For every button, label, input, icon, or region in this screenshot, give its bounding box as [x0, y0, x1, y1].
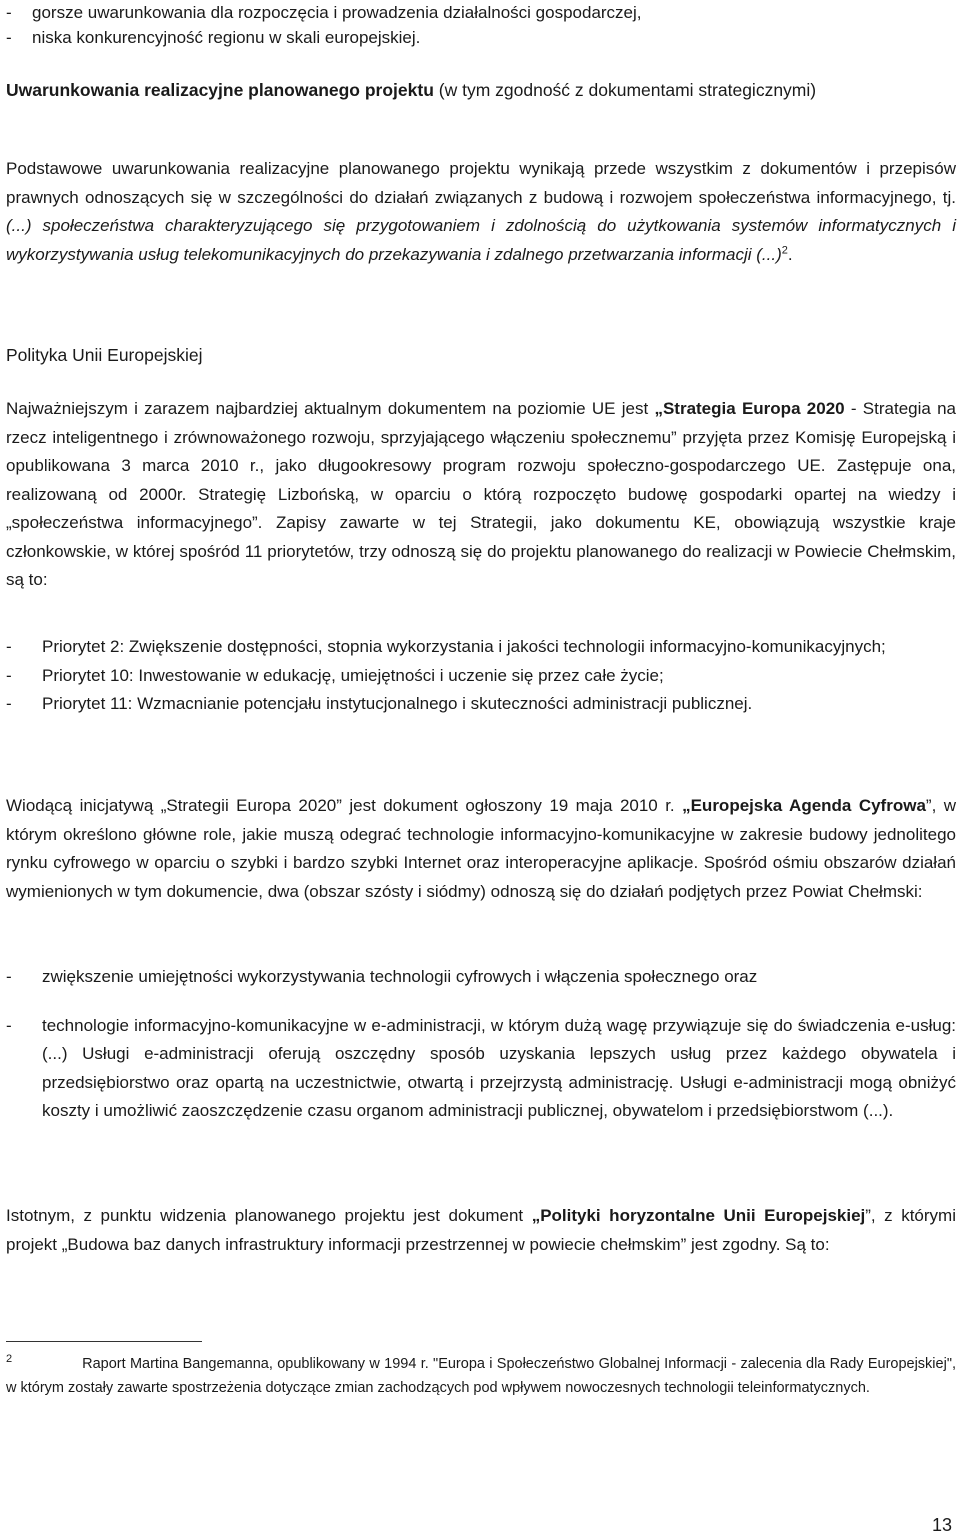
list-item: - Priorytet 2: Zwiększenie dostępności, stopnia wykorzystania i jakości technologii informacyjno-komunikacyjnych; — [6, 637, 886, 656]
page-number: 13 — [931, 1515, 952, 1535]
paragraph: Istotnym, z punktu widzenia planowanego projektu jest dokument „Polityki horyzontalne Unii Europejskiej”, z którymi projekt „Budowa baz danych infrastruktury informacji przestrzennej w powiecie chełmskim” jest zgodny. Są to: — [6, 1206, 956, 1254]
paragraph: Wiodącą inicjatywą „Strategii Europa 2020” jest dokument ogłoszony 19 maja 2010 r. „Europejska Agenda Cyfrowa”, w którym określono główne role, jakie muszą odegrać technologie informacyjno-komunikacyjne w zakresie budowy jednolitego rynku cyfrowego w oparciu o szybki i bardzo szybki Internet oraz interoperacyjne aplikacje. Spośród ośmiu obszarów działań wymienionych w tym dokumencie, dwa (obszar szósty i siódmy) odnoszą się do działań podjętych przez Powiat Chełmski: — [6, 796, 957, 901]
list-item: - gorsze uwarunkowania dla rozpoczęcia i prowadzenia działalności gospodarczej, — [6, 3, 642, 22]
list-item: - zwiększenie umiejętności wykorzystywania technologii cyfrowych i włączenia społecznego oraz — [6, 967, 758, 986]
list-item: - technologie informacyjno-komunikacyjne w e-administracji, w którym dużą wagę przywiązuje się do świadczenia e-usług: (...) Usługi e-administracji oferują oszczędny sposób uzyskania lepszych usług przez każdego obywatela i przedsiębiorstwo oraz opartą na uczestnictwie, otwartą i przejrzystą administrację. Usługi e-administracji mogą obniżyć koszty i umożliwić zaoszczędzenie czasu organom administracji publicznej, obywatelom i przedsiębiorstwom (...). — [6, 1015, 956, 1120]
section-heading: Uwarunkowania realizacyjne planowanego projektu (w tym zgodność z dokumentami strategicznymi) — [6, 80, 817, 100]
footnote-text: Raport Martina Bangemanna, opublikowany w 1994 r. "Europa i Społeczeństwo Globalnej Informacji - zalecenia dla Rady Europejskiej", w którym zostały zawarte spostrzeżenia dotyczące zmian zachodzących pod wpływem nowoczesnych technologii teleinformatycznych. — [6, 1356, 956, 1396]
paragraph: Podstawowe uwarunkowania realizacyjne planowanego projektu wynikają przede wszystkim z dokumentów i przepisów prawnych odnoszących się w szczególności do działań związanych z budową i rozwojem społeczeństwa informacyjnego, tj. (...) społeczeństwa charakteryzującego się przygotowaniem i zdolnością do użytkowania systemów informatycznych i wykorzystywania usług telekomunikacyjnych do przekazywania i zdalnego przetwarzania informacji (...)$^2$. — [6, 159, 956, 264]
footnote-reference[interactable]: 2 — [781, 243, 788, 256]
section-heading: Polityka Unii Europejskiej — [6, 345, 203, 365]
action-area-list — [6, 963, 956, 1126]
footnote-divider — [6, 1341, 202, 1342]
intro-list — [6, 0, 956, 52]
footnote-number: 2 — [6, 1353, 13, 1366]
list-item: - Priorytet 11: Wzmacnianie potencjału instytucjonalnego i skuteczności administracji publicznej. — [6, 694, 753, 713]
list-item: - niska konkurencyjność regionu w skali europejskiej. — [6, 27, 421, 47]
paragraph: Najważniejszym i zarazem najbardziej aktualnym dokumentem na poziomie UE jest „Strategia Europa 2020 - Strategia na rzecz inteligentnego i zrównoważonego rozwoju, sprzyjającego włączeniu społecznemu” przyjęta przez Komisję Europejską i opublikowana 3 marca 2010 r., jako długookresowy program rozwoju społeczno-gospodarczego UE. Zastępuje ona, realizowaną od 2000r. Strategię Lizbońską, w oparciu o którą rozpoczęto budowę gospodarki opartej na wiedzy i „społeczeństwa informacyjnego”. Zapisy zawarte w tej Strategii, jako dokumentu KE, obowiązują wszystkie kraje członkowskie, w której spośród 11 priorytetów, trzy odnoszą się do projektu planowanego do realizacji w Powiecie Chełmskim, są to: — [6, 399, 957, 589]
priority-list — [6, 633, 956, 719]
footnote — [6, 1352, 956, 1400]
list-item: - Priorytet 10: Inwestowanie w edukację, umiejętności i uczenie się przez całe życie; — [6, 665, 664, 685]
